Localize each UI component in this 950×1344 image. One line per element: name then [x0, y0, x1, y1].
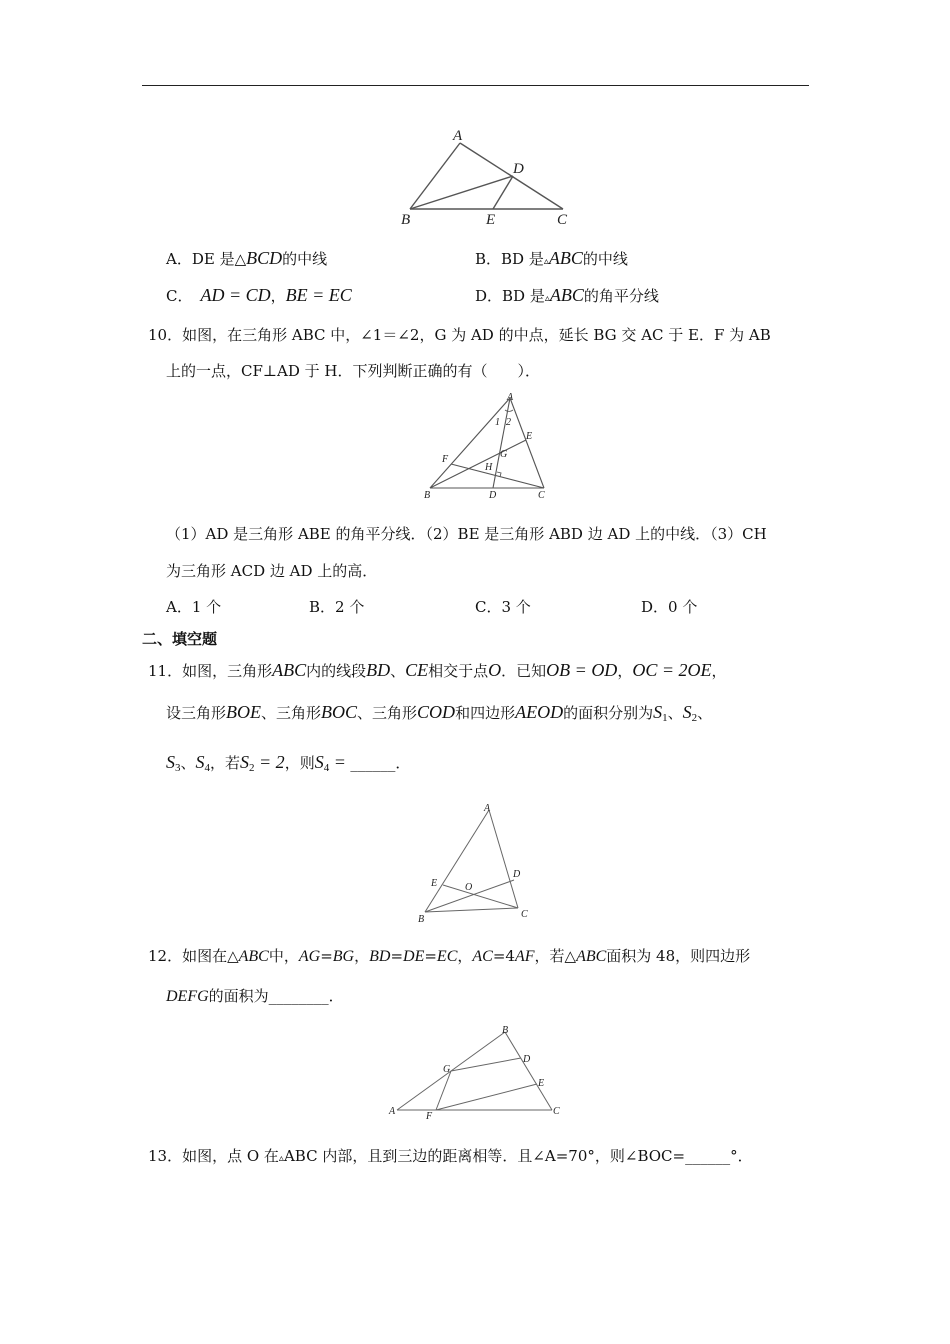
q10-label-f: F — [442, 454, 449, 465]
q11-math-s: S — [240, 752, 250, 772]
q11-text: ．已知 — [501, 662, 547, 680]
q11-math-eq: = — [329, 752, 351, 772]
q11-subscript: 4 — [323, 762, 330, 774]
q11-label-c: C — [521, 909, 528, 920]
q11-text: 11．如图，三角形 — [148, 662, 273, 680]
q10-option-c: C．3 个 — [475, 598, 531, 616]
q9-option-c-math2: BE = EC — [285, 285, 352, 305]
q12-text: =4 — [492, 947, 515, 965]
q12-label-b: B — [502, 1025, 509, 1036]
q12-label-c: C — [553, 1106, 560, 1117]
q12-math-abc: ABC — [576, 948, 607, 965]
q11-text: 、 — [390, 662, 406, 680]
q10-side-ab — [430, 398, 510, 488]
q9-option-a-math: BCD — [246, 248, 283, 268]
q12-text: 面积为 48，则四边形 — [606, 947, 751, 965]
q11-subscript: 1 — [662, 712, 668, 724]
q12-segment-gd — [451, 1058, 521, 1071]
q11-text: 、 — [667, 704, 683, 722]
q10-label-2: 2 — [506, 417, 511, 428]
q9-figure — [395, 124, 585, 230]
q10-label-c: C — [538, 490, 545, 500]
q10-label-b: B — [424, 490, 431, 500]
q11-math-boe: BOE — [226, 702, 262, 722]
triangle-symbol: ▵ — [543, 256, 549, 267]
q11-text: 、 — [697, 704, 713, 722]
q11-text: 设三角形 — [166, 704, 227, 722]
q11-text: ，若 — [210, 754, 241, 772]
q10-label-e: E — [526, 431, 533, 442]
q11-label-a: A — [484, 803, 491, 814]
q10-label-g: G — [500, 449, 508, 460]
q12-answer-blank[interactable]: ________ — [268, 987, 329, 1005]
q9-option-c — [166, 285, 352, 306]
q9-option-b — [475, 248, 628, 269]
q11-text: 、三角形 — [261, 704, 322, 722]
q9-label-d: D — [513, 161, 524, 177]
q12-text: ． — [328, 987, 344, 1005]
q9-option-d — [475, 285, 659, 306]
q11-text: ， — [711, 662, 727, 680]
q11-line-2 — [166, 702, 712, 724]
q11-text: 、三角形 — [357, 704, 418, 722]
q12-text: = — [320, 947, 333, 965]
q11-math-s: S — [653, 702, 663, 722]
q10-option-d: D．0 个 — [641, 598, 698, 616]
section-heading: 二、填空题 — [142, 630, 218, 648]
q10-option-a: A．1 个 — [166, 598, 222, 616]
q11-answer-blank[interactable]: ______ — [350, 754, 396, 772]
q12-math: BD — [369, 948, 391, 965]
q11-math-s: S — [195, 752, 205, 772]
q13-answer-blank[interactable]: ______ — [685, 1147, 731, 1165]
q9-option-b-tail: 的中线 — [582, 250, 628, 268]
q10-label-1: 1 — [495, 417, 500, 428]
q12-figure — [385, 1022, 570, 1122]
q9-segment-bd — [410, 176, 513, 209]
q9-option-c-math1: AD = CD — [200, 285, 271, 305]
q12-label-d: D — [523, 1054, 531, 1065]
q11-side-ab — [425, 810, 489, 912]
q12-segment-fe — [436, 1084, 537, 1110]
q9-option-b-text: B．BD 是 — [475, 250, 544, 268]
q12-math: AG — [298, 948, 321, 965]
q11-math-aeod: AEOD — [515, 702, 564, 722]
q11-text: 内的线段 — [306, 662, 367, 680]
q11-figure — [415, 800, 535, 926]
q11-math-ce: CE — [405, 660, 429, 680]
q10-side-ac — [510, 398, 544, 488]
q11-text: 的面积分别为 — [563, 704, 654, 722]
q11-math-s: S — [682, 702, 692, 722]
q9-label-e: E — [486, 212, 496, 228]
q12-line-1 — [148, 945, 750, 966]
q11-label-o: O — [465, 882, 473, 893]
q11-text: 相交于点 — [428, 662, 489, 680]
q11-subscript: 2 — [691, 712, 698, 724]
q12-text: ， — [354, 947, 370, 965]
q12-math-abc: ABC — [238, 948, 269, 965]
q9-option-d-text: D．BD 是 — [475, 287, 545, 305]
q11-text: ， — [617, 662, 633, 680]
triangle-symbol: △ — [234, 250, 247, 268]
q9-option-d-math: ABC — [549, 285, 584, 305]
q11-text: ，则 — [284, 754, 315, 772]
q10-figure — [420, 392, 560, 500]
q12-text: 12．如图在△ — [148, 947, 239, 965]
q12-text: 中， — [268, 947, 299, 965]
q12-math-defg: DEFG — [166, 988, 209, 1005]
q11-line-3 — [166, 752, 410, 774]
q12-text: = — [424, 947, 437, 965]
q12-label-a: A — [389, 1106, 396, 1117]
q13-text: 13．如图，点 O 在 — [148, 1147, 279, 1165]
q9-option-a-text: A．DE 是 — [166, 250, 235, 268]
q11-math-eq: = 2 — [254, 752, 285, 772]
q11-segment-ce — [443, 885, 518, 908]
q13-text: ABC 内部，且到三边的距离相等．且∠A=70°，则∠BOC= — [283, 1147, 686, 1165]
q11-side-bc — [425, 908, 518, 912]
triangle-symbol: ▵ — [278, 1153, 284, 1164]
q11-math-s: S — [314, 752, 324, 772]
q13-line — [148, 1145, 753, 1166]
header-rule — [142, 85, 809, 86]
q10-statement-1: （1）AD 是三角形 ABE 的角平分线．（2）BE 是三角形 ABD 边 AD 上的中线．（3）CH — [166, 525, 767, 543]
q9-label-b: B — [401, 212, 411, 228]
q12-label-e: E — [538, 1078, 545, 1089]
q11-text: 、 — [180, 754, 196, 772]
q11-math-abc: ABC — [272, 660, 307, 680]
q10-angle-arc — [505, 410, 513, 412]
q11-subscript: 3 — [175, 762, 181, 774]
q13-text: °． — [730, 1147, 753, 1165]
q10-label-a: A — [507, 392, 514, 403]
q10-statement-2: 为三角形 ACD 边 AD 上的高． — [166, 562, 378, 580]
q10-line-2: 上的一点，CF⊥AD 于 H．下列判断正确的有（ ）． — [166, 362, 540, 380]
q12-text: ， — [457, 947, 473, 965]
q11-math-cod: COD — [417, 702, 456, 722]
q9-side-ab — [410, 143, 460, 209]
q12-text: 的面积为 — [208, 987, 269, 1005]
q11-math-boc: BOC — [321, 702, 358, 722]
q12-text: = — [390, 947, 404, 965]
triangle-symbol: ▵ — [544, 293, 550, 304]
q12-label-f: F — [426, 1111, 433, 1122]
q11-label-d: D — [513, 869, 521, 880]
q11-math-oc-oe: OC = 2OE — [632, 660, 712, 680]
q9-option-a-tail: 的中线 — [282, 250, 328, 268]
q10-line-1: 10．如图，在三角形 ABC 中，∠1＝∠2，G 为 AD 的中点，延长 BG 交 AC 于 E．F 为 AB — [148, 326, 771, 344]
q11-math-bd: BD — [366, 660, 391, 680]
q12-label-g: G — [443, 1064, 451, 1075]
q9-option-c-sep: ， — [270, 287, 286, 305]
q12-math: BG — [332, 948, 355, 965]
q11-side-ac — [489, 810, 518, 908]
q9-option-b-math: ABC — [548, 248, 583, 268]
q11-label-b: B — [418, 914, 425, 925]
q11-text: 和四边形 — [455, 704, 516, 722]
q10-option-b: B．2 个 — [309, 598, 365, 616]
q11-subscript: 2 — [249, 762, 255, 774]
q12-math: EC — [436, 948, 458, 965]
q11-subscript: 4 — [204, 762, 211, 774]
q10-label-d: D — [489, 490, 497, 500]
q12-line-2 — [166, 985, 344, 1006]
q9-option-c-text: C． — [166, 287, 193, 305]
q9-label-c: C — [557, 212, 568, 228]
q11-math-ob-od: OB = OD — [546, 660, 618, 680]
q9-label-a: A — [453, 128, 463, 144]
q11-math-o: O — [488, 660, 502, 680]
q11-text: ． — [395, 754, 411, 772]
q12-math: AC — [472, 948, 493, 965]
q12-side-bc — [505, 1032, 552, 1110]
q12-math: DE — [403, 948, 425, 965]
q12-math: AF — [514, 948, 535, 965]
q11-math-s: S — [166, 752, 175, 772]
q10-segment-cf — [451, 464, 544, 488]
q9-option-a — [166, 248, 327, 269]
q11-line-1 — [148, 660, 727, 681]
q12-text: ，若△ — [534, 947, 577, 965]
q9-option-d-tail: 的角平分线 — [583, 287, 659, 305]
q11-label-e: E — [431, 878, 438, 889]
q10-label-h: H — [485, 462, 493, 473]
